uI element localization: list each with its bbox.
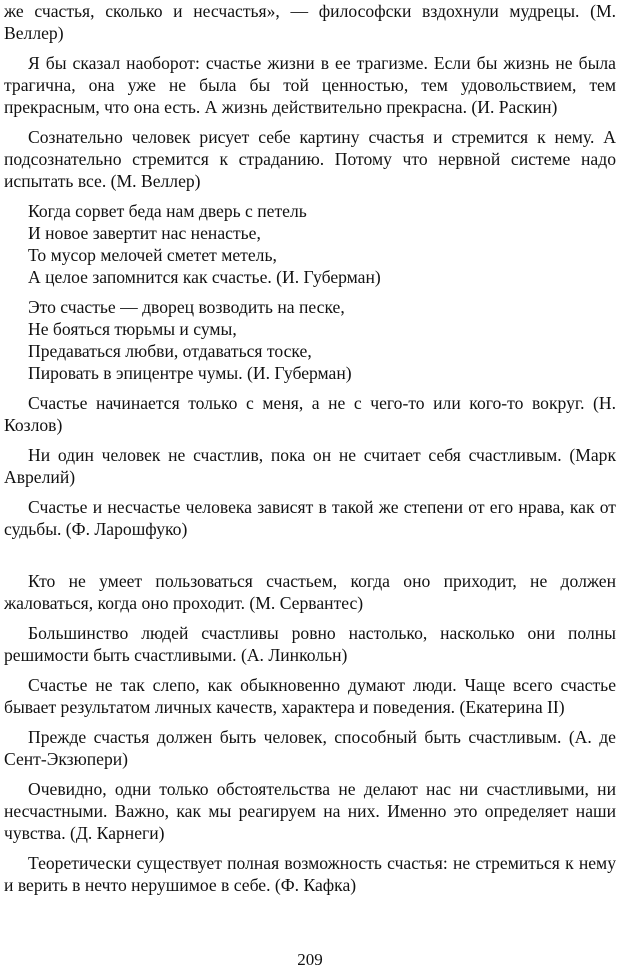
quote-paragraph: Кто не умеет пользоваться счастьем, когда оно приходит, не должен жаловаться, когда оно проходит. (М. Сервантес) (4, 571, 616, 613)
verse-line: Не бояться тюрьмы и сумы, (28, 319, 237, 339)
verse-stanza (4, 200, 616, 288)
quote-paragraph: Большинство людей счастливы ровно настолько, насколько они полны решимости быть счастливыми. (А. Линкольн) (4, 623, 616, 665)
quote-paragraph: Ни один человек не счастлив, пока он не считает себя счастливым. (Марк Аврелий) (4, 445, 616, 487)
quote-paragraph: Счастье и несчастье человека зависят в такой же степени от его нрава, как от судьбы. (Ф. Ларошфуко) (4, 497, 616, 539)
continued-quote-paragraph: же счастья, сколько и несчастья», — философски вздохнули мудрецы. (М. Веллер) (4, 1, 616, 43)
verse-line: Это счастье — дворец возводить на песке, (28, 297, 345, 317)
quote-paragraph: Счастье начинается только с меня, а не с чего-то или кого-то вокруг. (Н. Козлов) (4, 393, 616, 435)
quote-paragraph: Счастье не так слепо, как обыкновенно думают люди. Чаще всего счастье бывает результатом личных качеств, характера и поведения. (Екатерина II) (4, 675, 616, 717)
quote-paragraph: Сознательно человек рисует себе картину счастья и стремится к нему. А подсознательно стремится к страданию. Потому что нервной системе надо испытать все. (М. Веллер) (4, 127, 616, 191)
quote-paragraph: Очевидно, одни только обстоятельства не делают нас ни счастливыми, ни несчастными. Важно, как мы реагируем на них. Именно это определяет наши чувства. (Д. Карнеги) (4, 779, 616, 843)
verse-line: И новое завертит нас ненастье, (28, 223, 261, 243)
quote-paragraph: Теоретически существует полная возможность счастья: не стремиться к нему и верить в нечто нерушимое в себе. (Ф. Кафка) (4, 853, 616, 895)
verse-stanza (4, 296, 616, 384)
quote-paragraph: Прежде счастья должен быть человек, способный быть счастливым. (А. де Сент-Экзюпери) (4, 727, 616, 769)
verse-line: Когда сорвет беда нам дверь с петель (28, 201, 307, 221)
quote-paragraph: Я бы сказал наоборот: счастье жизни в ее трагизме. Если бы жизнь не была трагична, она уже не была бы той ценностью, тем удовольствием, тем прекрасным, что она есть. А жизнь действительно прекрасна. (И. Раскин) (4, 53, 616, 117)
page-text (4, 0, 616, 896)
page-number: 209 (297, 950, 323, 969)
verse-line: Пировать в эпицентре чумы. (И. Губерман) (28, 363, 352, 383)
verse-line: Предаваться любви, отдаваться тоске, (28, 341, 312, 361)
verse-line: А целое запомнится как счастье. (И. Губерман) (28, 267, 381, 287)
verse-line: То мусор мелочей сметет метель, (28, 245, 277, 265)
